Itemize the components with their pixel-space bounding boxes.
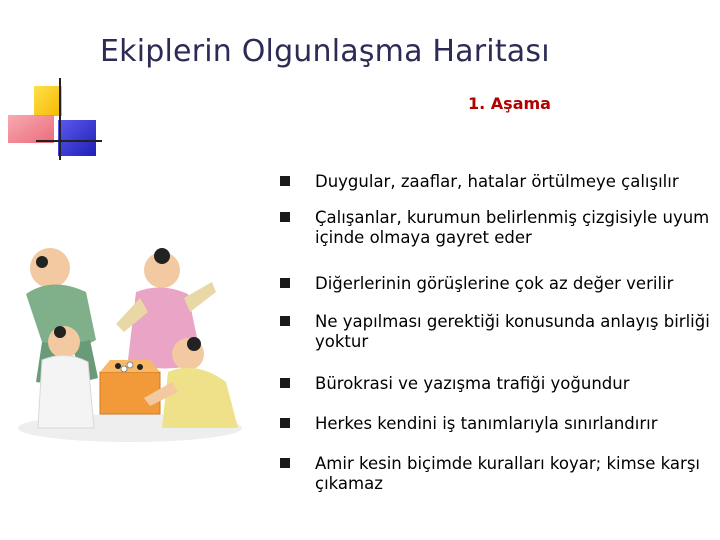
square-bullet-icon — [280, 378, 290, 388]
square-bullet-icon — [280, 418, 290, 428]
square-bullet-icon — [280, 278, 290, 288]
bullet-item — [280, 208, 710, 248]
square-bullet-icon — [280, 176, 290, 186]
square-bullet-icon — [280, 316, 290, 326]
bullet-text: Ne yapılması gerektiği konusunda anlayış birliği yoktur — [315, 312, 710, 351]
corner-decoration — [0, 0, 110, 170]
game-board — [100, 360, 160, 414]
bullet-text: Bürokrasi ve yazışma trafiği yoğundur — [315, 374, 630, 393]
slide-title: Ekiplerin Olgunlaşma Haritası — [100, 34, 550, 69]
blue-square — [58, 120, 96, 156]
bullet-text: Herkes kendini iş tanımlarıyla sınırlandırır — [315, 414, 658, 433]
bullet-item — [280, 312, 710, 352]
bullet-text: Amir kesin biçimde kuralları koyar; kimse karşı çıkamaz — [315, 454, 700, 493]
pink-square — [8, 115, 54, 143]
slide-subtitle: 1. Aşama — [468, 94, 551, 113]
bullet-item — [280, 414, 710, 434]
square-bullet-icon — [280, 458, 290, 468]
bullet-text: Diğerlerinin görüşlerine çok az değer verilir — [315, 274, 674, 293]
figurines-illustration — [12, 232, 248, 446]
yellow-square — [34, 86, 62, 116]
bullet-text: Duygular, zaaflar, hatalar örtülmeye çalışılır — [315, 172, 679, 191]
bullet-item — [280, 374, 710, 394]
bullet-item — [280, 454, 710, 494]
bullet-item — [280, 172, 710, 192]
bullet-text: Çalışanlar, kurumun belirlenmiş çizgisiyle uyum içinde olmaya gayret eder — [315, 208, 710, 247]
bullet-item — [280, 274, 710, 294]
square-bullet-icon — [280, 212, 290, 222]
